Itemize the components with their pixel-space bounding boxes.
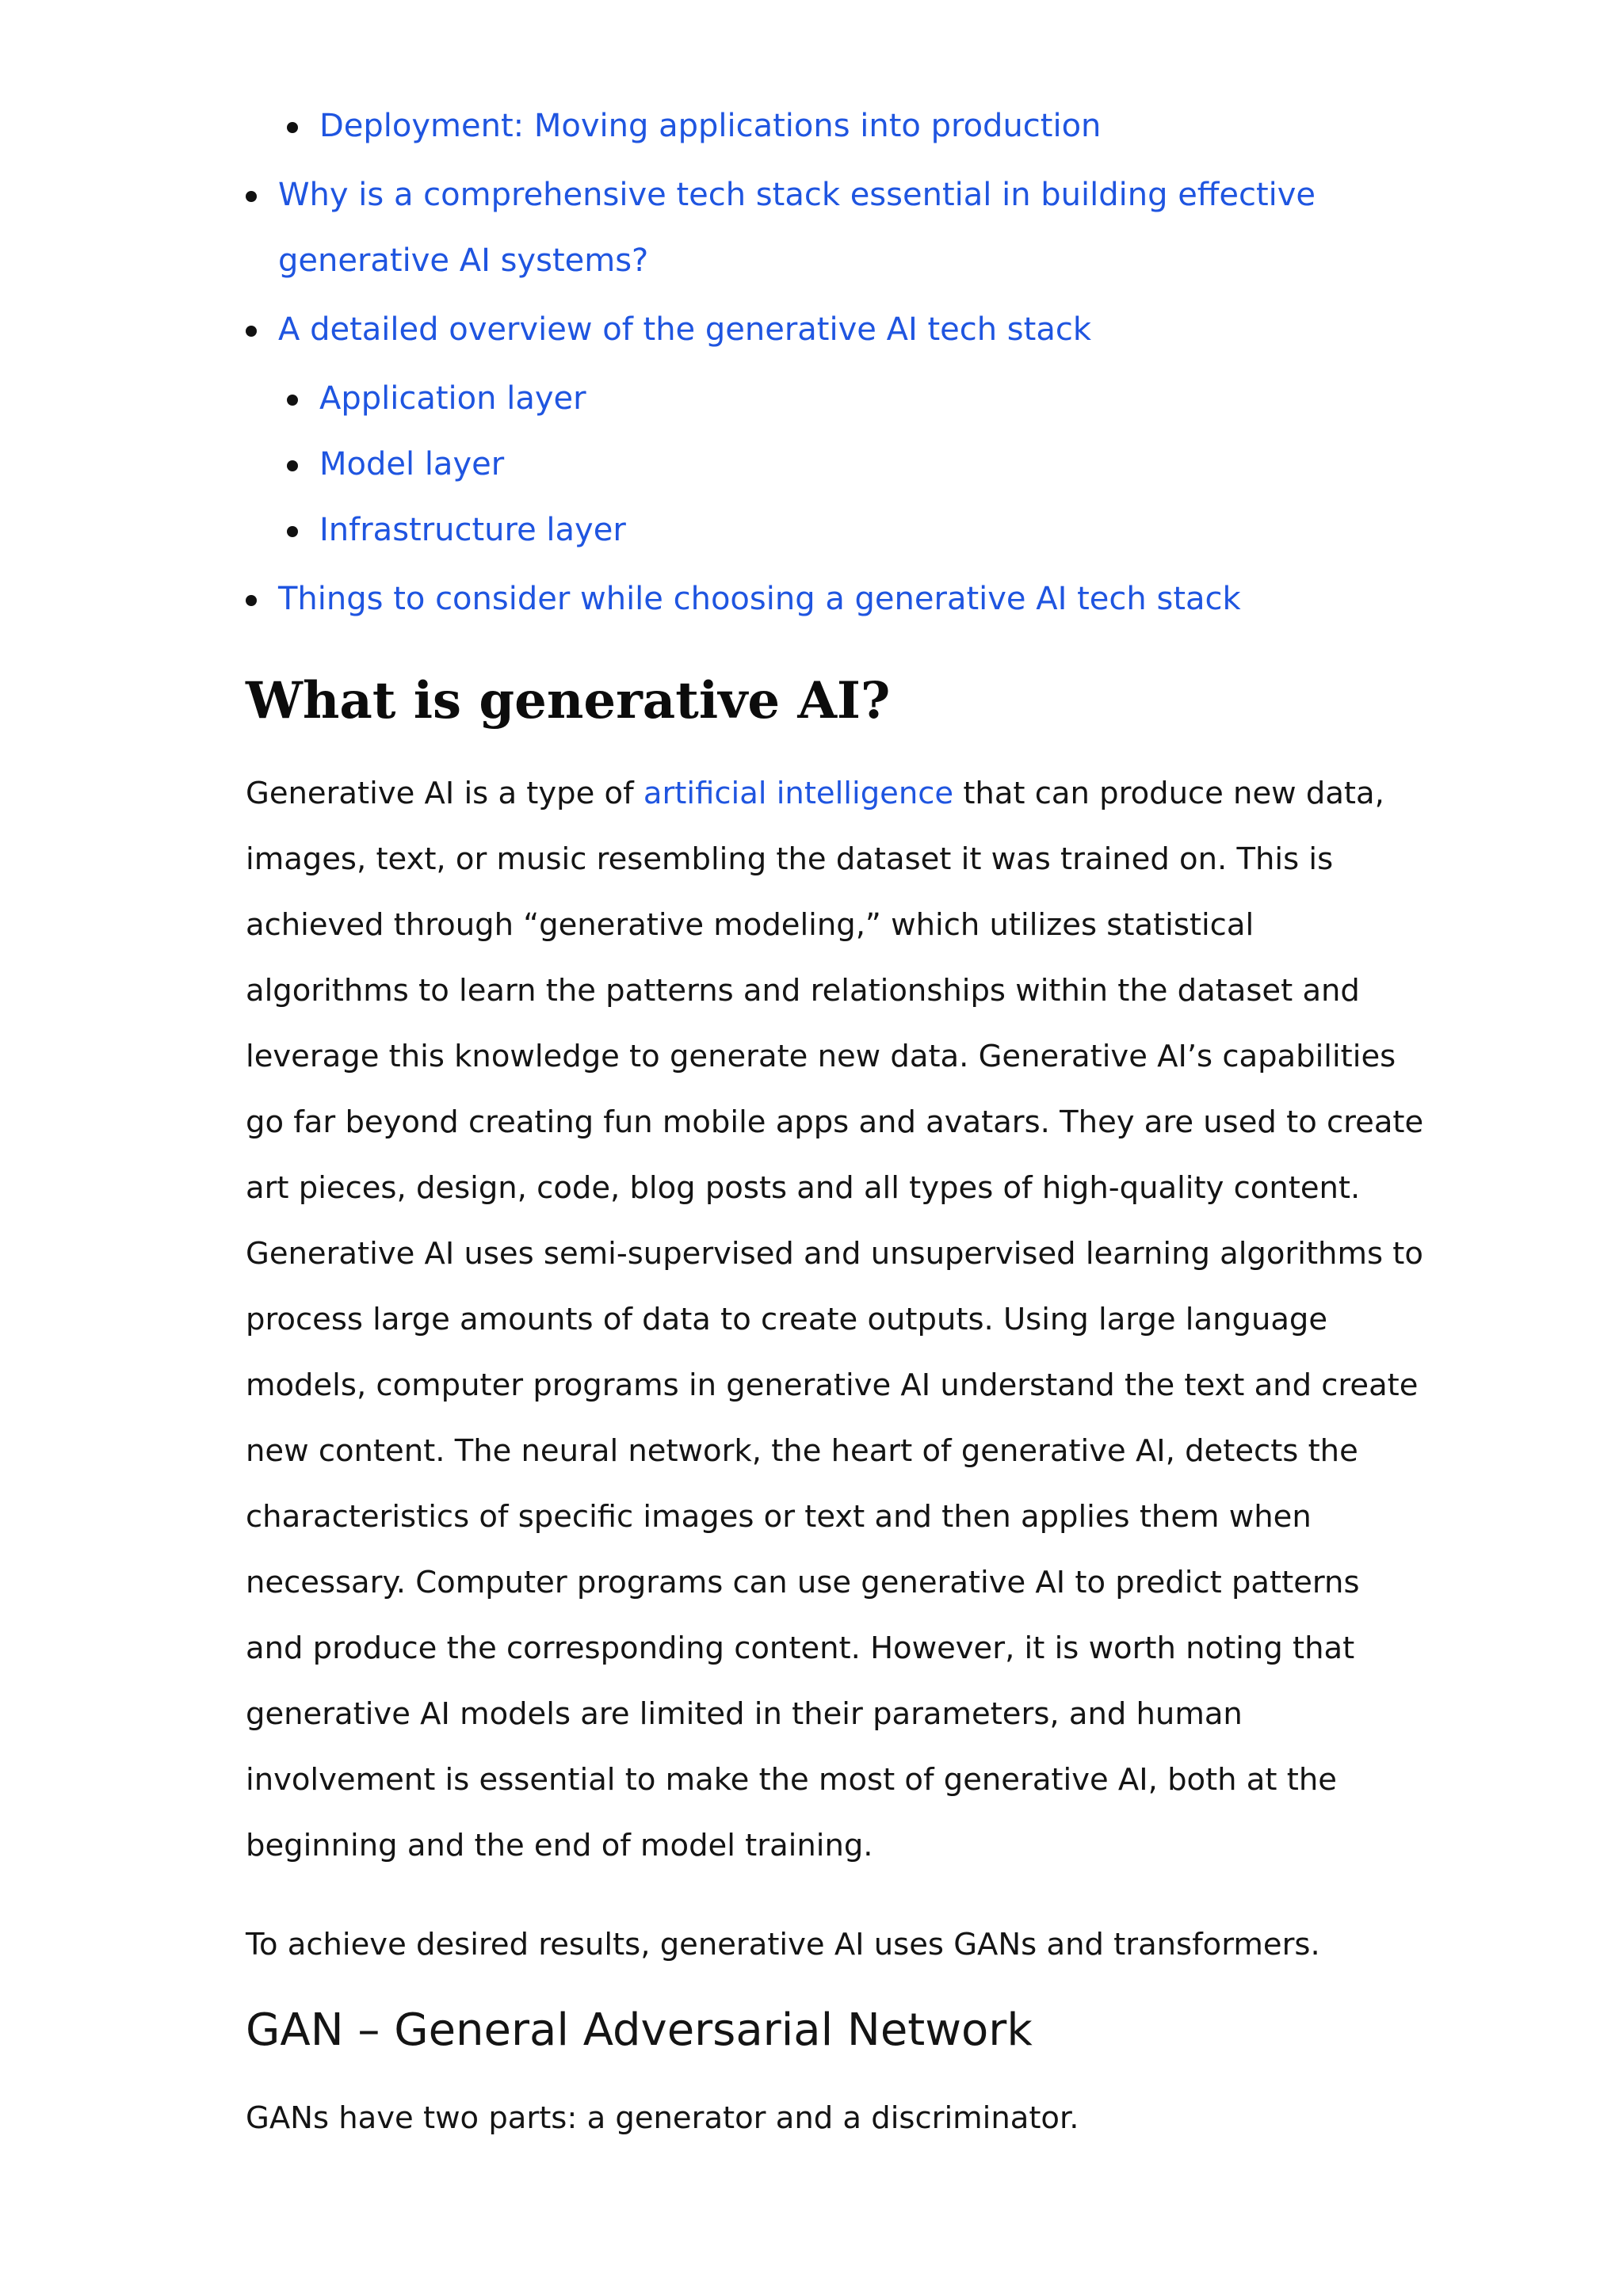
- toc-item-things-to-consider[interactable]: [246, 566, 1434, 632]
- subsection-heading: GAN – General Adversarial Network: [246, 2004, 1033, 2056]
- toc-link[interactable]: Things to consider while choosing a generative AI tech stack: [278, 581, 1241, 617]
- toc-item-infrastructure-layer[interactable]: [246, 498, 1434, 563]
- toc-link[interactable]: Model layer: [319, 446, 505, 482]
- toc-item-deployment[interactable]: [246, 93, 1434, 159]
- bullet-icon: [287, 460, 298, 471]
- paragraph-text: Generative AI is a type of: [246, 776, 643, 811]
- section-heading: What is generative AI?: [246, 671, 891, 730]
- bullet-icon: [246, 595, 257, 606]
- bullet-icon: [246, 191, 257, 202]
- bullet-icon: [287, 395, 298, 406]
- toc-item-application-layer[interactable]: [246, 366, 1434, 432]
- toc-item-detailed-overview[interactable]: [246, 297, 1434, 363]
- toc-link[interactable]: Deployment: Moving applications into production: [319, 108, 1102, 144]
- gans-transformers-paragraph: To achieve desired results, generative AI uses GANs and transformers.: [246, 1927, 1320, 1962]
- bullet-icon: [246, 326, 257, 337]
- paragraph-text: that can produce new data, images, text, or music resembling the dataset it was trained on. This is achieved through “generative modeling,” which utilizes statistical algorithms to learn the patterns and relationships within the dataset and leverage this knowledge to generate new data. Generative AI’s capabilities go far beyond creating fun mobile apps and avatars. They are used to create art pieces, design, code, blog posts and all types of high-quality content. Generative AI uses semi-supervised and unsupervised learning algorithms to process large amounts of data to create outputs. Using large language models, computer programs in generative AI understand the text and create new content. The neural network, the heart of generative AI, detects the characteristics of specific images or text and then applies them when necessary. Computer programs can use generative AI to predict patterns and produce the corresponding content. However, it is worth noting that generative AI models are limited in their parameters, and human involvement is essential to make the most of generative AI, both at the beginning and the end of model training.: [246, 776, 1424, 1863]
- toc-item-why-tech-stack[interactable]: [246, 162, 1434, 294]
- toc-item-model-layer[interactable]: [246, 432, 1434, 498]
- bullet-icon: [287, 122, 298, 133]
- table-of-contents: [246, 93, 1434, 635]
- bullet-icon: [287, 526, 298, 537]
- toc-link[interactable]: Application layer: [319, 380, 586, 417]
- toc-link[interactable]: A detailed overview of the generative AI tech stack: [278, 311, 1091, 348]
- artificial-intelligence-link[interactable]: artificial intelligence: [643, 776, 954, 811]
- toc-link[interactable]: Infrastructure layer: [319, 512, 626, 548]
- toc-link[interactable]: Why is a comprehensive tech stack essential in building effective generative AI systems?: [278, 177, 1316, 279]
- intro-paragraph: [246, 761, 1426, 1878]
- gan-parts-paragraph: GANs have two parts: a generator and a discriminator.: [246, 2100, 1079, 2136]
